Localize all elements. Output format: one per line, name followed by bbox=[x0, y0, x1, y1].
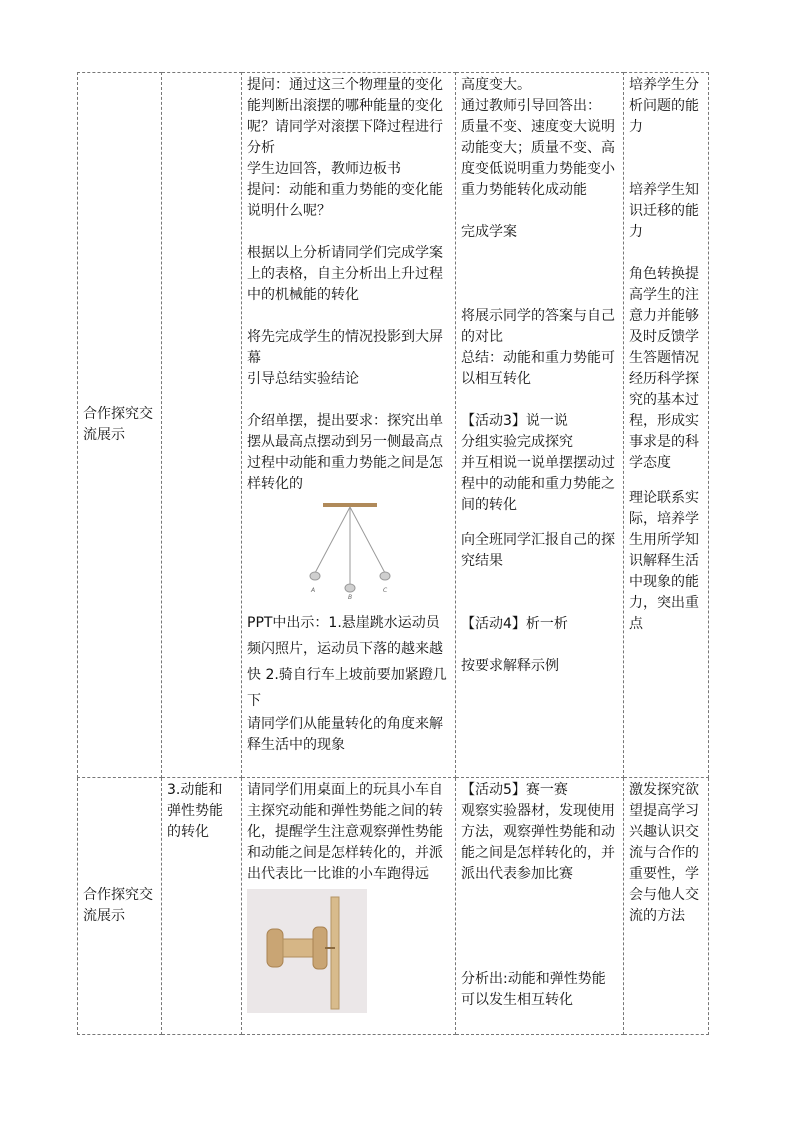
teacher-activity-cell bbox=[242, 73, 456, 778]
student-text: 通过教师引导回答出： bbox=[461, 98, 601, 114]
intent-text: 激发探究欲望提高学习兴趣认识交流与合作的重要性，学会与他人交流的方法 bbox=[629, 782, 699, 924]
student-text: 并互相说一说单摆摆动过程中的动能和重力势能之间的转化 bbox=[461, 455, 615, 513]
activity-4-title: 【活动4】析一析 bbox=[461, 616, 568, 632]
toy-car-image bbox=[247, 889, 367, 1013]
topic-cell bbox=[162, 73, 242, 778]
student-text: 向全班同学汇报自己的探究结果 bbox=[461, 532, 615, 569]
teacher-worksheet-instruction: 根据以上分析请同学们完成学案上的表格，自主分析出上升过程中的机械能的转化 bbox=[247, 245, 443, 303]
teacher-note: 学生边回答，教师边板书 bbox=[247, 161, 401, 177]
student-text: 高度变大。 bbox=[461, 77, 531, 93]
lesson-plan-table bbox=[77, 72, 709, 1035]
teacher-pendulum-intro: 介绍单摆，提出要求：探究出单摆从最高点摆动到另一侧最高点过程中动能和重力势能之间是怎样转化的 bbox=[247, 413, 443, 492]
teacher-projection: 将先完成学生的情况投影到大屏幕 bbox=[247, 329, 443, 366]
student-text: 重力势能转化成动能 bbox=[461, 182, 587, 198]
student-text: 按要求解释示例 bbox=[461, 658, 559, 674]
intent-text: 理论联系实际，培养学生用所学知识解释生活中现象的能力，突出重点 bbox=[629, 490, 699, 632]
student-activity-cell bbox=[456, 73, 624, 778]
teacher-question-2: 提问：动能和重力势能的变化能说明什么呢？ bbox=[247, 182, 443, 219]
table-row bbox=[78, 778, 709, 1035]
student-text: 完成学案 bbox=[461, 224, 517, 240]
teacher-summary: 引导总结实验结论 bbox=[247, 371, 359, 387]
student-text: 将展示同学的答案与自己的对比 bbox=[461, 308, 615, 345]
pendulum-figure bbox=[295, 501, 450, 606]
teacher-ppt-examples: PPT中出示：1.悬崖跳水运动员频闪照片，运动员下落的越来越快 2.骑自行车上坡前要加紧蹬几下 bbox=[247, 615, 447, 709]
topic-label: 3.动能和弹性势能的转化 bbox=[167, 782, 223, 840]
pendulum-label-c: C bbox=[383, 587, 388, 594]
pendulum-bob-c bbox=[380, 572, 390, 580]
pendulum-label-a: A bbox=[311, 587, 316, 594]
intent-text: 培养学生分析问题的能力 bbox=[629, 77, 699, 135]
intent-text: 培养学生知识迁移的能力 bbox=[629, 182, 699, 240]
student-text: 总结：动能和重力势能可以相互转化 bbox=[461, 350, 615, 387]
pendulum-label-b: B bbox=[348, 594, 353, 599]
phase-label: 合作探究交流展示 bbox=[83, 887, 153, 924]
pendulum-bob-b bbox=[345, 584, 355, 592]
student-activity-cell bbox=[456, 778, 624, 1035]
teacher-toy-car-instruction: 请同学们用桌面上的玩具小车自主探究动能和弹性势能之间的转化，提醒学生注意观察弹性势能和动能之间是怎样转化的，并派出代表比一比谁的小车跑得远 bbox=[247, 782, 443, 882]
activity-3-title: 【活动3】说一说 bbox=[461, 413, 568, 429]
pendulum-bob-a bbox=[310, 572, 320, 580]
activity-5-title: 【活动5】赛一赛 bbox=[461, 782, 568, 798]
topic-cell bbox=[162, 778, 242, 1035]
teacher-question-1: 提问：通过这三个物理量的变化能判断出滚摆的哪种能量的变化呢？请同学对滚摆下降过程进行分析 bbox=[247, 77, 443, 156]
phase-cell bbox=[78, 73, 162, 778]
design-intent-cell bbox=[624, 778, 709, 1035]
phase-cell bbox=[78, 778, 162, 1035]
intent-text: 角色转换提高学生的注意力并能够及时反馈学生答题情况 bbox=[629, 266, 699, 366]
student-text: 分析出:动能和弹性势能可以发生相互转化 bbox=[461, 971, 606, 1008]
student-text: 观察实验器材，发现使用方法，观察弹性势能和动能之间是怎样转化的，并派出代表参加比赛 bbox=[461, 803, 615, 882]
phase-label: 合作探究交流展示 bbox=[83, 406, 153, 443]
intent-text: 经历科学探究的基本过程，形成实事求是的科学态度 bbox=[629, 371, 699, 471]
pendulum-support bbox=[323, 503, 377, 507]
pendulum-diagram bbox=[295, 501, 405, 599]
pendulum-string-a bbox=[315, 507, 350, 573]
teacher-explain-request: 请同学们从能量转化的角度来解释生活中的现象 bbox=[247, 716, 443, 753]
student-text: 分组实验完成探究 bbox=[461, 434, 573, 450]
table-row bbox=[78, 73, 709, 778]
student-text: 质量不变、速度变大说明动能变大；质量不变、高度变低说明重力势能变小 bbox=[461, 119, 615, 177]
design-intent-cell bbox=[624, 73, 709, 778]
toy-car-photo bbox=[247, 889, 367, 1013]
teacher-activity-cell bbox=[242, 778, 456, 1035]
pendulum-string-c bbox=[350, 507, 385, 573]
